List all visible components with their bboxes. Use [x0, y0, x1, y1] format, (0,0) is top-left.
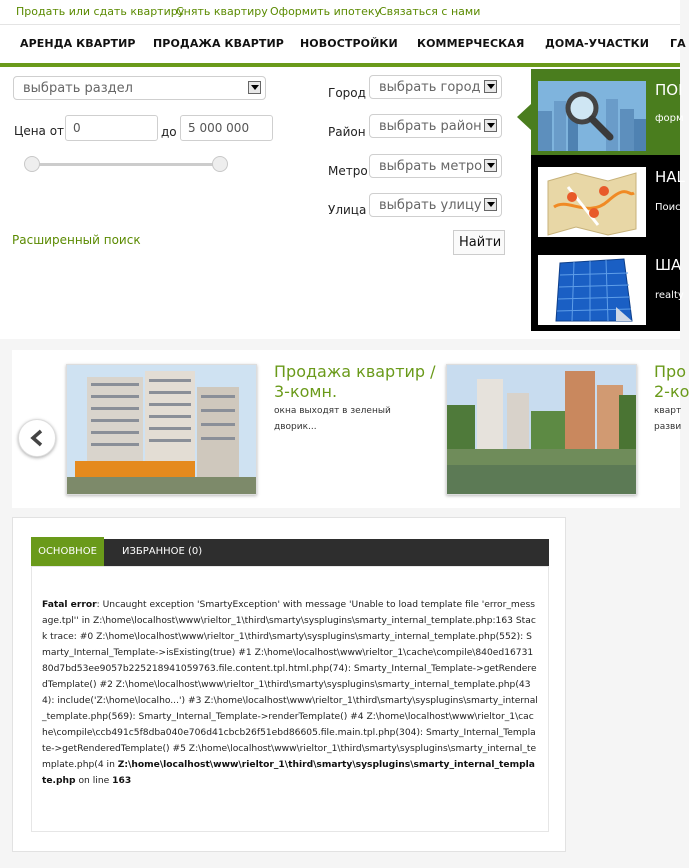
search-submit-button[interactable]: Найти — [453, 230, 505, 255]
section-select[interactable] — [13, 76, 266, 100]
chevron-down-icon — [484, 159, 497, 172]
price-slider-min-handle[interactable] — [24, 156, 40, 172]
nav-item-houses[interactable]: ДОМА-УЧАСТКИ — [545, 37, 650, 50]
price-slider-max-handle[interactable] — [212, 156, 228, 172]
listing-title-1[interactable] — [274, 362, 436, 402]
listing-image-1[interactable] — [66, 364, 257, 495]
error-file: Z:\home\localhost\www\rieltor_1\third\smarty\sysplugins\smarty_internal_template.php — [42, 760, 535, 786]
top-link-contact[interactable]: Связаться с нами — [379, 5, 481, 18]
metro-label: Метро — [328, 164, 368, 178]
error-label: Fatal error — [42, 600, 97, 610]
listing-title-1-line1: Продажа квартир / — [274, 362, 436, 381]
error-line-number: 163 — [112, 776, 132, 786]
fatal-error-message — [42, 597, 539, 789]
promo-item-plan[interactable] — [531, 245, 684, 331]
promo-item-map[interactable] — [531, 157, 685, 243]
nav-item-commercial[interactable]: КОММЕРЧЕСКАЯ — [417, 37, 525, 50]
promo-item-search[interactable] — [531, 69, 684, 155]
top-link-rent[interactable]: Снять квартиру — [176, 5, 268, 18]
listing-title-2[interactable] — [654, 362, 689, 402]
price-from-input[interactable] — [65, 115, 158, 141]
main-nav — [0, 24, 686, 68]
nav-item-sale[interactable]: ПРОДАЖА КВАРТИР — [153, 37, 284, 50]
district-select[interactable] — [369, 114, 502, 138]
city-select-value: выбрать город — [379, 80, 481, 95]
price-slider-track[interactable] — [28, 163, 224, 166]
price-to-label: до — [161, 125, 177, 139]
chevron-left-icon — [29, 429, 45, 447]
promo-subtitle-2: Поис — [655, 202, 681, 213]
map-image — [538, 167, 646, 237]
listing-image-2[interactable] — [446, 364, 637, 495]
nav-item-new[interactable]: НОВОСТРОЙКИ — [300, 37, 398, 50]
price-from-label: Цена от — [14, 124, 65, 138]
metro-select[interactable] — [369, 154, 502, 178]
listing-desc-2-line2: разви — [654, 422, 682, 432]
listing-title-2-line2: 2-ко — [654, 382, 689, 401]
error-message: : Uncaught exception 'SmartyException' with message 'Unable to load template file 'error_message.tpl'' in Z:\home\localhost\www\rieltor_1\third\smarty\sysplugins\smarty_internal_template.php:163 Stack trace: #0 Z:\home\localhost\www\rieltor_1\third\smarty\sysplugins\smarty_internal_template.php(552): Smarty_Internal_Template->isExisting(true) #1 Z:\home\localhost\www\rieltor_1\cache\compile\840ed1673180d7bd53ee9057b225218941059763.file.content.tpl.html.php(74): Smarty_Internal_Template->getRenderedTemplate() #2 Z:\home\localhost\www\rieltor_1\third\smarty\sysplugins\smarty_internal_template.php(434): include('Z:\home\localho...') #3 Z:\home\localhost\www\rieltor_1\third\smarty\sysplugins\smarty_internal_template.php(569): Smarty_Internal_Template->renderTemplate() #4 Z:\home\localhost\www\rieltor_1\cache\compile\ccb491c5f8dba040e706d41cbcb26f51ebd86605.file.main.tpl.php(304): Smarty_Internal_Template->getRenderedTemplate() #5 Z:\home\localhost\www\rieltor_1\third\smarty\sysplugins\smarty_internal_template.php(4 in — [42, 600, 538, 770]
price-from-value: 0 — [73, 121, 81, 135]
blueprint-image — [538, 255, 646, 325]
promo-title-3: ША — [655, 256, 682, 274]
promo-sidebar — [531, 69, 685, 331]
listing-desc-2 — [654, 403, 681, 435]
promo-pointer — [517, 104, 531, 130]
chevron-down-icon — [484, 119, 497, 132]
chevron-down-icon — [484, 198, 497, 211]
chevron-down-icon — [248, 81, 261, 94]
city-select[interactable] — [369, 75, 502, 99]
listing-title-2-line1: Про — [654, 362, 686, 381]
metro-select-value: выбрать метро — [379, 159, 483, 174]
listing-title-1-line2: 3-комн. — [274, 382, 338, 401]
tab-bar — [31, 539, 549, 566]
promo-subtitle-1: форм — [655, 113, 684, 124]
top-link-mortgage[interactable]: Оформить ипотеку — [270, 5, 382, 18]
section-select-value: выбрать раздел — [23, 81, 133, 96]
nav-item-more[interactable]: ГА — [670, 37, 686, 50]
city-label: Город — [328, 86, 366, 100]
price-to-input[interactable] — [180, 115, 273, 141]
promo-title-2: НАL — [655, 168, 685, 186]
district-label: Район — [328, 125, 366, 139]
street-label: Улица — [328, 203, 367, 217]
carousel-prev-button[interactable] — [18, 419, 56, 457]
street-select-value: выбрать улицу — [379, 198, 482, 213]
nav-item-rent[interactable]: АРЕНДА КВАРТИР — [20, 37, 136, 50]
chevron-down-icon — [484, 80, 497, 93]
listing-desc-2-line1: кварт — [654, 406, 682, 416]
price-to-value: 5 000 000 — [188, 121, 250, 135]
promo-title-1: ПОI — [655, 81, 683, 99]
tab-favorites[interactable]: ИЗБРАННОЕ (0) — [122, 546, 203, 557]
listing-desc-1-line2: дворик... — [274, 422, 317, 432]
listing-desc-1 — [274, 403, 391, 435]
top-links-bar — [0, 0, 680, 24]
listing-desc-1-line1: окна выходят в зеленый — [274, 406, 391, 416]
magnifier-city-image — [538, 81, 646, 151]
district-select-value: выбрать район — [379, 119, 482, 134]
street-select[interactable] — [369, 193, 502, 217]
tab-main[interactable]: ОСНОВНОЕ — [31, 537, 104, 566]
advanced-search-link[interactable]: Расширенный поиск — [12, 233, 141, 247]
top-link-sell[interactable]: Продать или сдать квартиру — [16, 5, 185, 18]
error-on-line: on line — [75, 776, 113, 786]
promo-subtitle-3: realty — [655, 290, 684, 301]
